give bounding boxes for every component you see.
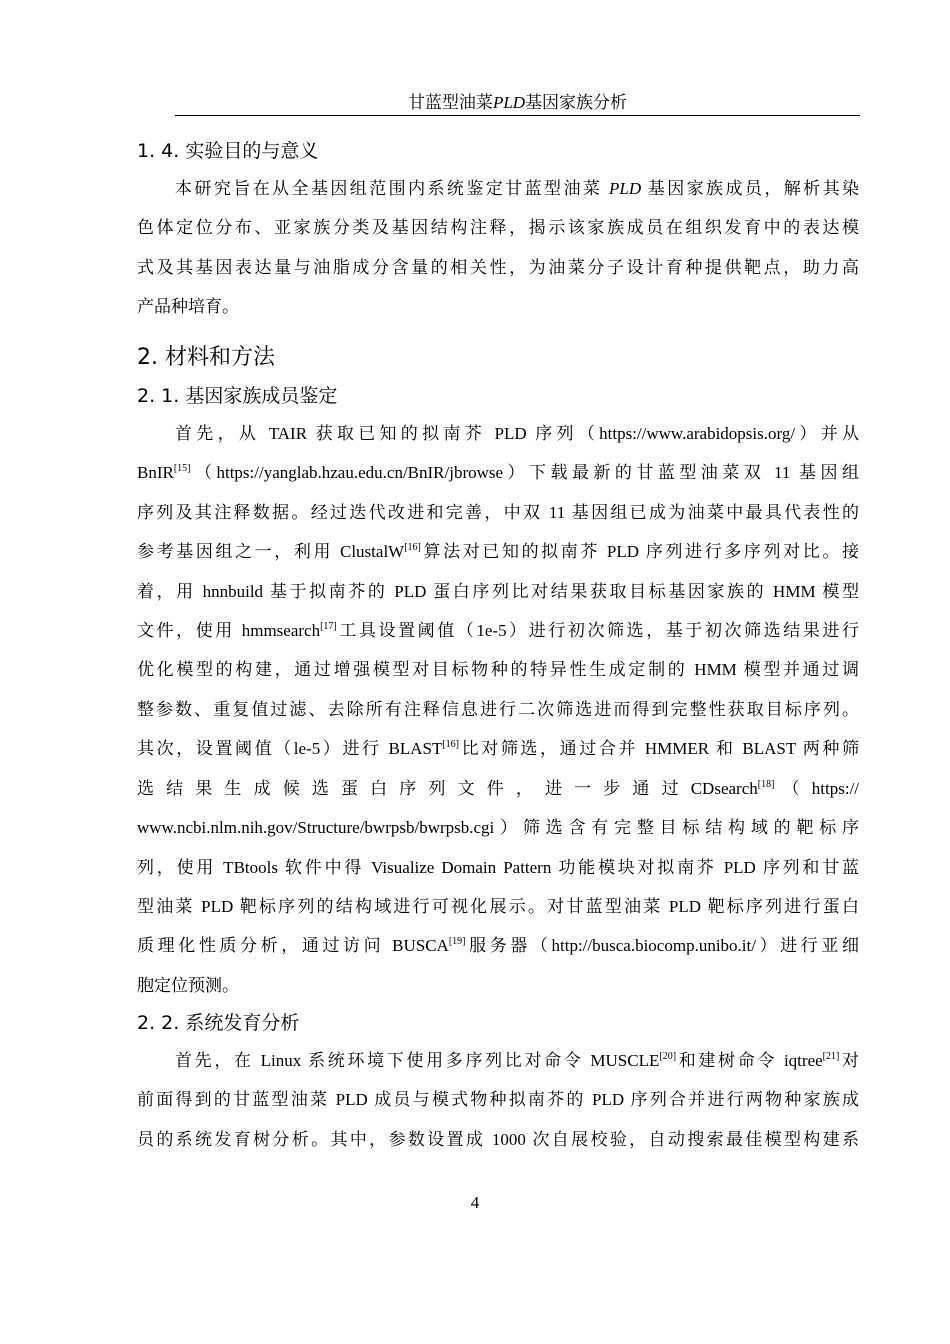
section-heading-1-4: 1. 4. 实验目的与意义 [137, 140, 319, 162]
paragraph-line: 其次，设置阈值（le-5）进行 BLAST[16]比对筛选，通过合并 HMMER 和 BLAST 两种筛 [137, 739, 859, 758]
paragraph-line: 前面得到的甘蓝型油菜 PLD 成员与模式物种拟南芥的 PLD 序列合并进行两物种家族成 [137, 1090, 859, 1109]
paragraph-line: 本研究旨在从全基因组范围内系统鉴定甘蓝型油菜 PLD 基因家族成员，解析其染 [175, 179, 860, 198]
paragraph-line: 首先，在 Linux 系统环境下使用多序列比对命令 MUSCLE[20]和建树命令 iqtree[21]对 [175, 1051, 860, 1070]
citation-ref: [18] [757, 779, 775, 790]
paragraph-line: 文件，使用 hmmsearch[17]工具设置阈值（1e-5）进行初次筛选，基于初次筛选结果进行 [137, 621, 859, 640]
paragraph-line: 式及其基因表达量与油脂成分含量的相关性，为油菜分子设计育种提供靶点，助力高 [137, 258, 859, 277]
paragraph-line: 首先，从 TAIR 获取已知的拟南芥 PLD 序列（https://www.arabidopsis.org/）并从 [175, 424, 859, 443]
header-rule [175, 115, 860, 116]
paragraph-line: 胞定位预测。 [137, 976, 239, 995]
paragraph-line: 参考基因组之一，利用 ClustalW[16]算法对已知的拟南芥 PLD 序列进行多序列对比。接 [137, 542, 859, 561]
citation-ref: [17] [320, 621, 337, 632]
paragraph-line: www.ncbi.nlm.nih.gov/Structure/bwrpsb/bwrpsb.cgi）筛选含有完整目标结构域的靶标序 [137, 818, 859, 837]
paragraph-line: 选 结 果 生 成 候 选 蛋 白 序 列 文 件 ， 进 一 步 通 过 CDsearch[18] （ https:// [137, 779, 860, 798]
paragraph-line: 质理化性质分析，通过访问 BUSCA[19]服务器（http://busca.biocomp.unibo.it/）进行亚细 [137, 936, 859, 955]
citation-ref: [16] [442, 739, 460, 750]
paragraph-line: 员的系统发育树分析。其中，参数设置成 1000 次自展校验，自动搜索最佳模型构建系 [137, 1130, 859, 1149]
paragraph-line: 优化模型的构建，通过增强模型对目标物种的特异性生成定制的 HMM 模型并通过调 [137, 660, 859, 679]
paragraph-line: 序列及其注释数据。经过迭代改进和完善，中双 11 基因组已成为油菜中最具代表性的 [137, 503, 859, 522]
paragraph-line: 着，用 hnnbuild 基于拟南芥的 PLD 蛋白序列比对结果获取目标基因家族的 HMM 模型 [137, 582, 859, 601]
citation-ref: [15] [173, 463, 191, 474]
page-number: 4 [470, 1193, 480, 1212]
running-header [175, 92, 860, 114]
section-heading-2: 2. 材料和方法 [137, 345, 275, 370]
header-title-part: 基因家族分析 [525, 93, 628, 112]
paragraph-line: 色体定位分布、亚家族分类及基因结构注释，揭示该家族成员在组织发育中的表达模 [137, 218, 859, 237]
section-heading-2-1: 2. 1. 基因家族成员鉴定 [137, 385, 338, 407]
paragraph-line: BnIR[15]（https://yanglab.hzau.edu.cn/BnIR/jbrowse）下载最新的甘蓝型油菜双 11 基因组 [137, 463, 859, 482]
header-title-italic: PLD [492, 93, 526, 112]
paragraph-line: 产品种培育。 [137, 297, 239, 316]
citation-ref: [16] [404, 542, 421, 553]
citation-ref: [21] [822, 1051, 840, 1062]
section-heading-2-2: 2. 2. 系统发育分析 [137, 1012, 300, 1034]
paragraph-line: 整参数、重复值过滤、去除所有注释信息进行二次筛选进而得到完整性获取目标序列。 [137, 700, 859, 719]
paragraph-line: 列，使用 TBtools 软件中得 Visualize Domain Pattern 功能模块对拟南芥 PLD 序列和甘蓝 [137, 858, 859, 877]
header-title-part: 甘蓝型油菜 [407, 93, 493, 112]
citation-ref: [20] [659, 1051, 677, 1062]
paragraph-line: 型油菜 PLD 靶标序列的结构域进行可视化展示。对甘蓝型油菜 PLD 靶标序列进行蛋白 [137, 897, 859, 916]
citation-ref: [19] [448, 936, 466, 947]
